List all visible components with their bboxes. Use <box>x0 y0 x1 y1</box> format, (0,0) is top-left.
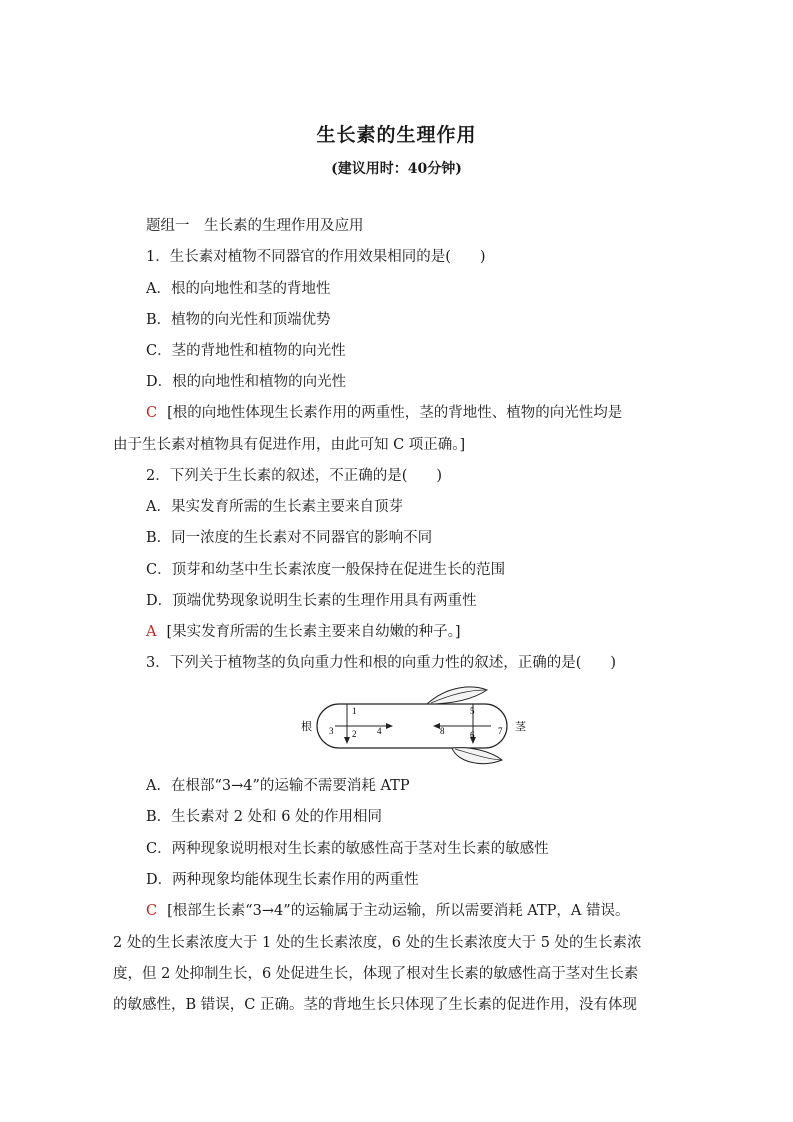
q2-option-c: C．顶芽和幼茎中生长素浓度一般保持在促进生长的范围 <box>146 562 506 578</box>
q3-option-d: D．两种现象均能体现生长素作用的两重性 <box>146 872 419 888</box>
q1-answer: C <box>146 405 158 421</box>
root-label: 根 <box>301 721 312 733</box>
q1-stem: 1．生长素对植物不同器官的作用效果相同的是( ) <box>146 249 486 265</box>
label-4: 4 <box>377 726 382 736</box>
q2-answer: A <box>146 624 157 640</box>
q3-answer: C <box>146 903 158 919</box>
stem-horizontal-arrowhead <box>433 723 440 729</box>
label-5: 5 <box>470 706 475 716</box>
label-6: 6 <box>470 730 475 740</box>
group-heading: 题组一 生长素的生理作用及应用 <box>146 218 364 234</box>
q1-option-c: C．茎的背地性和植物的向光性 <box>146 343 346 359</box>
q2-option-b: B．同一浓度的生长素对不同器官的影响不同 <box>146 530 433 546</box>
q2-stem: 2．下列关于生长素的叙述，不正确的是( ) <box>146 468 443 484</box>
q2-option-d: D．顶端优势现象说明生长素的生理作用具有两重性 <box>146 593 477 609</box>
root-horizontal-arrowhead <box>386 723 393 729</box>
label-8: 8 <box>440 726 445 736</box>
q1-explanation-text: [根的向地性体现生长素作用的两重性，茎的背地性、植物的向光性均是 <box>167 405 623 421</box>
upper-leaf <box>427 687 487 704</box>
q3-explanation-line2: 2 处的生长素浓度大于 1 处的生长素浓度，6 处的生长素浓度大于 5 处的生长素浓 <box>113 935 642 951</box>
label-3: 3 <box>329 726 334 736</box>
label-1: 1 <box>352 706 357 716</box>
page-title: 生长素的生理作用 <box>316 124 477 146</box>
label-2: 2 <box>352 729 357 739</box>
q3-explanation-line3: 度，但 2 处抑制生长，6 处促进生长，体现了根对生长素的敏感性高于茎对生长素 <box>113 966 639 982</box>
root-vertical-arrowhead <box>344 737 350 744</box>
q2-option-a: A．果实发育所需的生长素主要来自顶芽 <box>146 499 403 515</box>
q3-stem: 3．下列关于植物茎的负向重力性和根的向重力性的叙述，正确的是( ) <box>146 655 617 671</box>
q1-option-a: A．根的向地性和茎的背地性 <box>146 281 331 297</box>
page-subtitle: (建议用时：40分钟) <box>331 161 462 177</box>
q3-explanation-text: [根部生长素“3→4”的运输属于主动运输，所以需要消耗 ATP，A 错误。 <box>167 903 630 919</box>
q1-option-d: D．根的向地性和植物的向光性 <box>146 374 347 390</box>
q3-option-b: B．生长素对 2 处和 6 处的作用相同 <box>146 809 383 825</box>
q2-explanation <box>146 621 461 643</box>
label-7: 7 <box>498 726 503 736</box>
plant-gravitropism-diagram <box>297 682 529 768</box>
stem-label: 茎 <box>515 721 526 733</box>
q1-explanation-line2: 由于生长素对植物具有促进作用，由此可知 C 项正确。] <box>113 437 466 453</box>
q2-explanation-text: [果实发育所需的生长素主要来自幼嫩的种子。] <box>166 624 461 640</box>
q3-explanation-line1 <box>146 900 630 922</box>
q3-option-c: C．两种现象说明根对生长素的敏感性高于茎对生长素的敏感性 <box>146 841 549 857</box>
q1-option-b: B．植物的向光性和顶端优势 <box>146 312 331 328</box>
q3-option-a: A．在根部“3→4”的运输不需要消耗 ATP <box>146 778 410 794</box>
q3-explanation-line4: 的敏感性，B 错误，C 正确。茎的背地生长只体现了生长素的促进作用，没有体现 <box>113 997 637 1013</box>
q1-explanation-line1 <box>146 402 622 424</box>
